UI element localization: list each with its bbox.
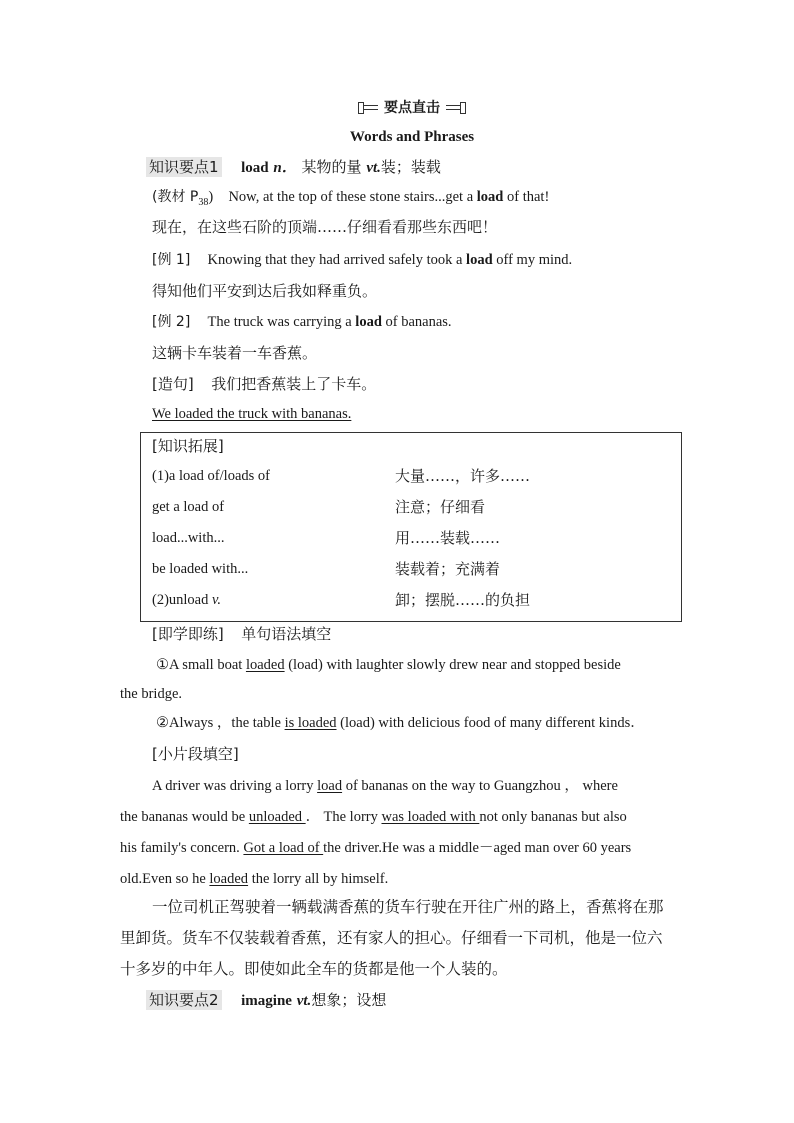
textbook-bold: load <box>476 189 504 205</box>
textbook-translation: 现在，在这些石阶的顶端……仔细看看那些东西吧！ <box>152 218 498 236</box>
point2-heading <box>146 990 386 1011</box>
textbook-line <box>152 187 549 213</box>
question1-end: (load) with laughter slowly drew near and stopped beside <box>284 657 621 673</box>
example1-pre: Knowing that they had arrived safely took a <box>207 252 467 268</box>
paragraph-fill-label: [小片段填空] <box>152 745 239 763</box>
expansion-row-en-1: (1)a load of/loads of <box>152 468 270 484</box>
section-header: 要点直击 <box>378 97 446 117</box>
example2-pre: The truck was carrying a <box>207 314 356 330</box>
make-sentence-answer-line <box>152 404 351 424</box>
make-sentence-line <box>152 374 376 394</box>
paragraph-line-2-end: not only bananas but also <box>479 809 627 825</box>
paragraph-translation-2: 里卸货。货车不仅装载着香蕉，还有家人的担心。仔细看一下司机，他是一位六 <box>120 929 663 947</box>
paragraph-line-4-end: the lorry all by himself. <box>248 871 389 887</box>
point1-tag: 知识要点1 <box>146 157 222 177</box>
expansion-row-en-5-text: (2)unload <box>152 592 212 608</box>
question2-line <box>156 713 645 733</box>
paragraph-line-2-mid: ． The lorry <box>305 809 382 825</box>
question1-start: ①A small boat <box>156 657 246 673</box>
paragraph-answer-got-a-load-of: Got a load of <box>243 840 324 856</box>
paragraph-translation-3: 十多岁的中年人。即使如此全车的货都是他一个人装的。 <box>120 960 508 978</box>
paragraph-line-2-start: the bananas would be <box>120 809 249 825</box>
textbook-label: (教材 P <box>152 189 199 205</box>
expansion-row-zh-1: 大量……，许多…… <box>395 467 531 485</box>
expansion-row-zh-4: 装载着；充满着 <box>395 560 501 578</box>
question1-continued: the bridge. <box>120 686 183 702</box>
example1-post: off my mind. <box>492 252 573 268</box>
paragraph-line-3 <box>120 838 631 858</box>
point1-def1: 某物的量 <box>301 158 362 176</box>
expansion-row-en-5 <box>152 590 221 610</box>
point1-heading <box>146 157 441 178</box>
expansion-row-en-5-pos: v. <box>212 592 221 608</box>
point2-tag: 知识要点2 <box>146 990 222 1010</box>
paragraph-line-1-end: of bananas on the way to Guangzhou ， where <box>342 778 618 794</box>
header-cap-left <box>358 102 364 114</box>
question2-answer: is loaded <box>284 715 337 731</box>
make-sentence-answer: We loaded the truck with bananas. <box>152 406 352 422</box>
practice-title: 单句语法填空 <box>241 625 332 643</box>
expansion-row-en-2: get a load of <box>152 499 225 515</box>
question1-answer: loaded <box>245 657 285 673</box>
paragraph-line-4-start: old.Even so he <box>120 871 210 887</box>
point1-word: load <box>241 160 269 176</box>
paragraph-answer-unloaded: unloaded <box>248 809 306 825</box>
make-sentence-label: [造句] <box>152 375 194 393</box>
section-header-bar <box>360 98 464 116</box>
paragraph-answer-loaded: loaded <box>209 871 249 887</box>
textbook-post: of that! <box>503 189 550 205</box>
practice-heading <box>152 624 331 644</box>
paragraph-line-4 <box>120 869 388 889</box>
expansion-row-en-3: load...with... <box>152 530 225 546</box>
textbook-page: 38 <box>198 196 209 208</box>
example2-bold: load <box>355 314 382 330</box>
expansion-row-zh-5: 卸；摆脱……的负担 <box>395 591 531 609</box>
question1-line <box>156 655 621 675</box>
expansion-row-zh-2: 注意；仔细看 <box>395 498 486 516</box>
paragraph-line-2 <box>120 807 627 827</box>
paragraph-line-3-start: his family's concern. <box>120 840 244 856</box>
point2-def: 想象；设想 <box>311 991 387 1009</box>
paragraph-answer-was-loaded-with: was loaded with <box>381 809 480 825</box>
practice-label: [即学即练] <box>152 625 224 643</box>
textbook-close: ) <box>208 189 214 205</box>
example1-line <box>152 250 572 270</box>
point1-pos2: vt. <box>366 160 381 176</box>
question2-end: (load) with delicious food of many different kinds． <box>336 715 645 731</box>
expansion-row-zh-3: 用……装载…… <box>395 529 501 547</box>
paragraph-translation-1: 一位司机正驾驶着一辆载满香蕉的货车行驶在开往广州的路上，香蕉将在那 <box>152 898 664 916</box>
section-title: Words and Phrases <box>349 129 475 145</box>
point2-word: imagine <box>241 993 292 1009</box>
example2-line <box>152 312 452 332</box>
paragraph-line-1 <box>152 776 618 796</box>
example1-label: [例 1] <box>152 252 191 268</box>
textbook-pre: Now, at the top of these stone stairs...get a <box>228 189 477 205</box>
paragraph-answer-load: load <box>317 778 343 794</box>
example1-translation: 得知他们平安到达后我如释重负。 <box>152 282 378 300</box>
header-cap-right <box>460 102 466 114</box>
example1-bold: load <box>466 252 493 268</box>
paragraph-line-3-end: the driver.He was a middle－aged man over 60 years <box>323 840 632 856</box>
expansion-title: [知识拓展] <box>152 437 224 455</box>
point1-def2: 装；装载 <box>380 158 441 176</box>
question2-start: ②Always ，the table <box>156 715 285 731</box>
expansion-row-en-4: be loaded with... <box>152 561 249 577</box>
make-sentence-prompt: 我们把香蕉装上了卡车。 <box>211 375 377 393</box>
example2-translation: 这辆卡车装着一车香蕉。 <box>152 344 318 362</box>
point2-pos: vt. <box>296 993 312 1009</box>
example2-label: [例 2] <box>152 314 191 330</box>
point1-pos1: n． <box>273 160 297 176</box>
example2-post: of bananas. <box>381 314 452 330</box>
paragraph-line-1-start: A driver was driving a lorry <box>152 778 318 794</box>
